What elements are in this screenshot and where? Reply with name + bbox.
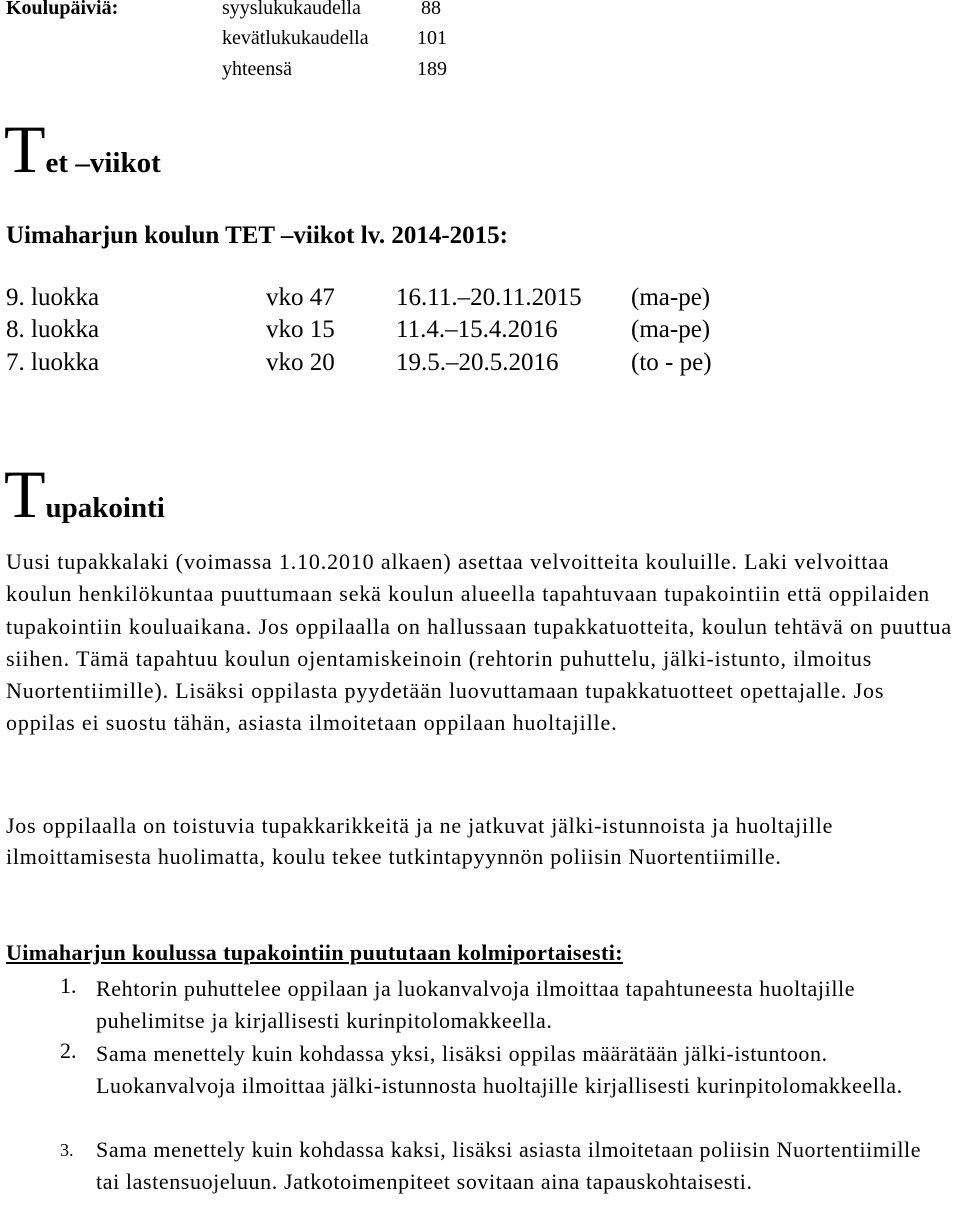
school-days-autumn-label: syyslukukaudella — [222, 0, 361, 19]
tet-heading-initial: T — [4, 111, 46, 187]
school-days-total-label: yhteensä — [222, 58, 292, 80]
tet-dates-7: 19.5.–20.5.2016 — [396, 349, 559, 376]
smoking-heading-rest: upakointi — [45, 492, 165, 524]
tet-grade-9: 9. luokka — [6, 284, 100, 311]
step-3-text: Sama menettely kuin kohdassa kaksi, lisäksi asiasta ilmoitetaan poliisin Nuortentiimille tai lastensuojeluun. Jatkotoimenpiteet sovitaan aina tapauskohtaisesti. — [96, 1137, 922, 1194]
tet-heading — [4, 110, 161, 189]
smoking-steps-heading: Uimaharjun koulussa tupakointiin puututaan kolmiportaisesti: — [6, 940, 623, 965]
step-2-text: Sama menettely kuin kohdassa yksi, lisäksi oppilas määrätään jälki-istuntoon. Luokanvalvoja ilmoittaa jälki-istunnosta huoltajille kirjallisesti kurinpitolomakkeella. — [96, 1041, 903, 1098]
smoking-paragraph-1: Uusi tupakkalaki (voimassa 1.10.2010 alkaen) asettaa velvoitteita kouluille. Laki velvoittaa koulun henkilökuntaa puuttumaan sekä koulun alueella tapahtuvaan tupakointiin että oppilaiden tupakointiin kouluaikana. Jos oppilaalla on hallussaan tupakkatuotteita, koulun tehtävä on puuttua siihen. Tämä tapahtuu koulun ojentamiskeinoin (rehtorin puhuttelu, jälki-istunto, ilmoitus Nuortentiimille). Lisäksi oppilasta pyydetään luovuttamaan tupakkatuotteet opettajalle. Jos oppilas ei suostu tähän, asiasta ilmoitetaan oppilaan huoltajille. — [6, 549, 953, 736]
step-1-number: 1. — [60, 973, 77, 998]
tet-days-8: (ma-pe) — [631, 316, 711, 343]
school-days-total-value: 189 — [417, 58, 447, 80]
tet-days-7: (to - pe) — [631, 349, 712, 376]
tet-heading-rest: et –viikot — [45, 147, 161, 179]
tet-week-7: vko 20 — [266, 349, 335, 376]
school-days-label: Koulupäiviä: — [6, 0, 119, 19]
school-days-autumn-value: 88 — [421, 0, 441, 19]
step-3-number: 3. — [60, 1140, 74, 1160]
tet-grade-8: 8. luokka — [6, 316, 100, 343]
tet-days-9: (ma-pe) — [631, 284, 711, 311]
smoking-paragraph-2: Jos oppilaalla on toistuvia tupakkarikkeitä ja ne jatkuvat jälki-istunnoista ja huoltajille ilmoittamisesta huolimatta, koulu tekee tutkintapyynnön poliisin Nuortentiimille. — [6, 813, 834, 869]
tet-subheading: Uimaharjun koulun TET –viikot lv. 2014-2015: — [6, 222, 508, 249]
school-days-spring-label: kevätlukukaudella — [222, 27, 369, 49]
smoking-heading — [4, 455, 165, 534]
tet-dates-8: 11.4.–15.4.2016 — [396, 316, 558, 343]
tet-week-9: vko 47 — [266, 284, 335, 311]
school-days-spring-value: 101 — [417, 27, 447, 49]
smoking-heading-initial: T — [4, 456, 46, 532]
tet-week-8: vko 15 — [266, 316, 335, 343]
tet-dates-9: 16.11.–20.11.2015 — [396, 284, 582, 311]
step-2-number: 2. — [60, 1038, 77, 1063]
tet-grade-7: 7. luokka — [6, 349, 100, 376]
step-1-text: Rehtorin puhuttelee oppilaan ja luokanvalvoja ilmoittaa tapahtuneesta huoltajille puhelimitse ja kirjallisesti kurinpitolomakkeella. — [96, 976, 856, 1033]
